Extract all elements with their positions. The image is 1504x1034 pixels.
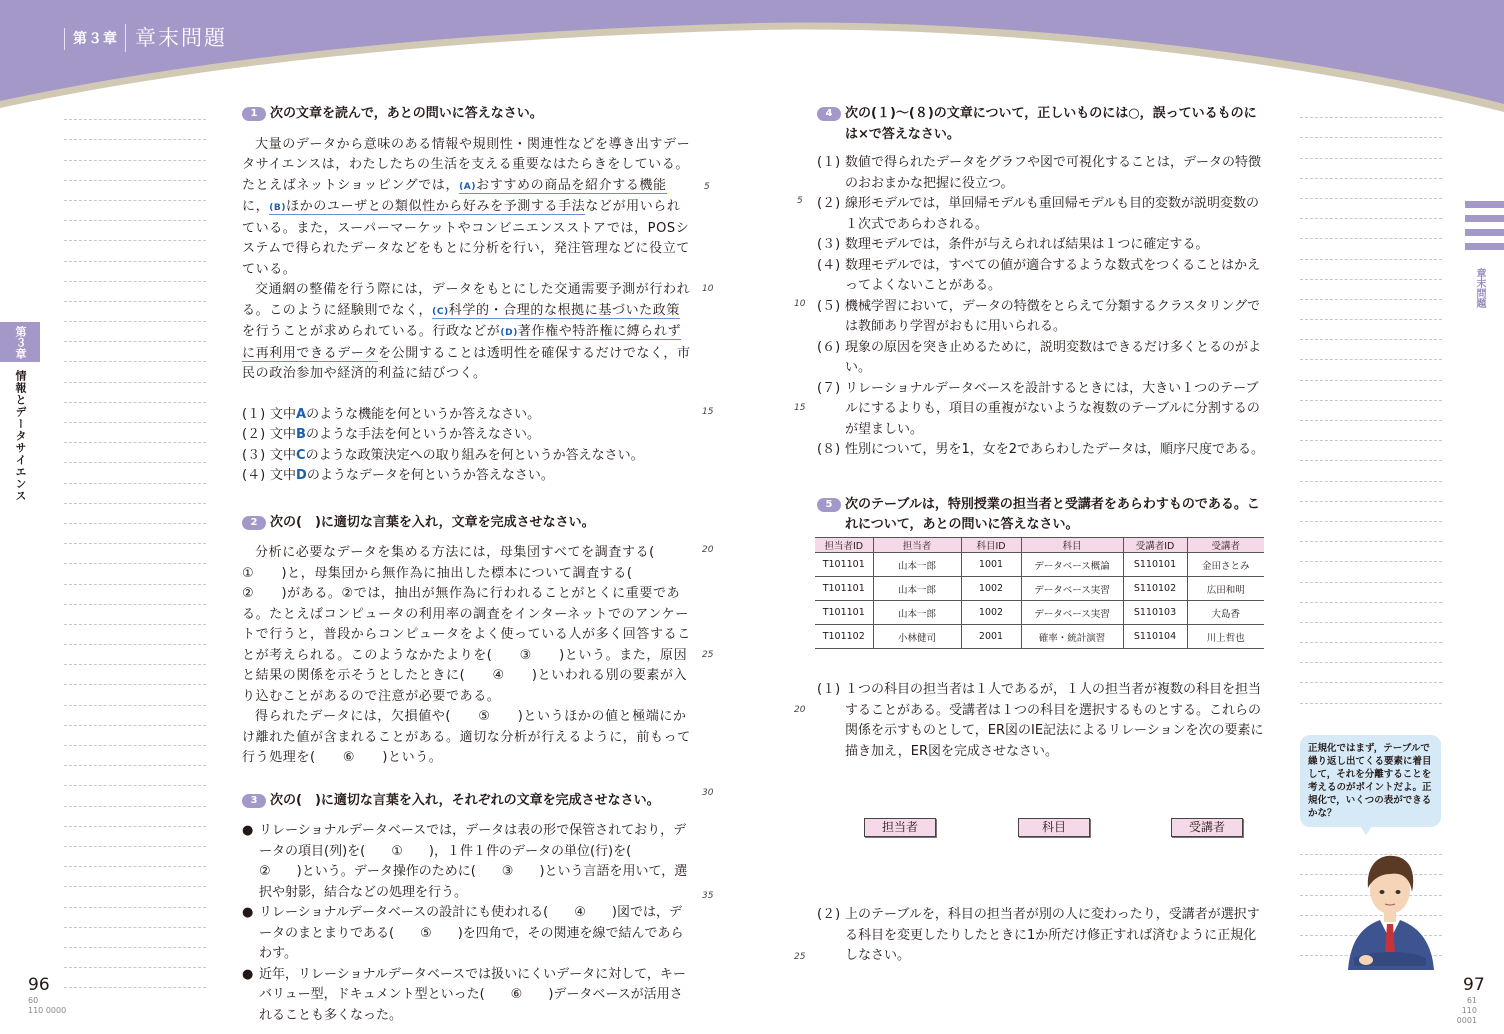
bullet-icon: ● [242,905,254,920]
line-number: 20 [794,705,806,715]
text: を公開することは透明性を確保するだけでなく，市民の政治参加や経済的利益に結びつく。 [242,345,691,381]
marker-b: (B) [269,203,287,213]
item-number: (２) [817,907,841,922]
page-code-left [28,996,66,1016]
text: おすすめの商品を紹介する機能 [476,177,667,193]
table-cell: データベース実習 [1021,601,1123,625]
q2-passage-p1: 分析に必要なデータを集める方法には，母集団すべてを調査する( ① )と，母集団から無作為に抽出した標本について調査する( ② )がある。②では，抽出が無作為に行われることがとくに重要である。たとえばコンピュータの利用率の調査をインターネットでのアンケートで行うと，普段からコンピュータをよく使っている人が多く回答することが考えられる。このようなかたよりを( ③ )という。また，原因と結果の関係を示そうとしたときに( ④ )といわれる別の要素が入り込むことがあるので注意が必要である。 [242,545,691,704]
question-badge: 4 [817,107,841,121]
table-cell: 山本一郎 [873,577,961,601]
bullet-icon: ● [242,966,254,982]
text: 性別について，男を1，女を2であらわしたデータは，順序尺度である。 [845,442,1265,457]
header-band [0,0,1504,115]
bullet-icon: ● [242,823,254,838]
text: 数理モデルでは，条件が与えられれば結果は１つに確定する。 [845,237,1209,252]
q4-item [817,379,1267,441]
item-number: (６) [817,339,841,355]
table-cell: 山本一郎 [873,553,961,577]
q3-bullet [242,965,692,1027]
line-number: 10 [702,284,714,294]
letter-ref: D [296,468,307,483]
text: 数理モデルでは，すべての値が適合するような数式をつくることはかえってよくないことがある。 [845,257,1261,293]
text: 文中 [270,406,297,422]
table-cell: T101101 [815,601,873,625]
question-badge: 1 [242,107,266,121]
table-cell: 1002 [961,601,1021,625]
q3-bullet [242,821,692,903]
marker-c: (C) [432,306,449,317]
table-cell: 山本一郎 [873,601,961,625]
text: に， [242,199,270,214]
line-number: 15 [702,407,714,417]
line-number: 30 [702,788,714,798]
table-cell: 1002 [961,577,1021,601]
item-number: (８) [817,442,841,457]
text: 文中 [270,427,297,442]
q4-item [817,440,1267,461]
item-number: (５) [817,298,841,314]
marker-d: (D) [500,328,518,338]
letter-ref: C [296,447,306,463]
text: を行うことが求められている。行政などが [242,324,501,339]
table-row [815,601,1264,625]
text: 機械学習において，データの特徴をとらえて分類するクラスタリングでは教師あり学習がおもに用いられる。 [845,298,1261,334]
text: 交通網の整備を行う際には，データをもとにした交通需要予測が行われる。このように経験則でなく， [242,282,691,318]
table-cell: T101101 [815,577,873,601]
q4-items [817,153,1267,461]
table-header-row [815,538,1264,553]
column-header: 受講者 [1187,538,1264,553]
table-cell: 広田和明 [1187,577,1264,601]
right-column [817,104,1267,536]
table-cell: 小林健司 [873,625,961,649]
q5-item [817,680,1267,762]
q1-passage-p2 [242,280,692,385]
text: などが用いられている。また，スーパーマーケットやコンビニエンスストアでは，POSシステムで得られたデータなどをもとに分析を行い，発注管理などに役立てている。 [242,199,690,277]
question-text: 次の( )に適切な言葉を入れ，文章を完成させなさい。 [270,514,595,530]
hint-speech-bubble: 正規化ではまず，テーブルで繰り返し出てくる要素に着目して，それを分離することを考えるのがポイントだよ。正規化で，いくつの表ができるかな？ [1300,735,1441,827]
speech-bubble-tail [1360,826,1372,835]
q1-items [242,405,692,487]
column-header: 科目ID [961,538,1021,553]
table-cell: 大島香 [1187,601,1264,625]
table-cell: 川上哲也 [1187,625,1264,649]
page-code-right [1444,996,1477,1026]
line-number: 35 [702,891,714,901]
text: 線形モデルでは，単回帰モデルも重回帰モデルも目的変数が説明変数の１次式であらわされる。 [845,196,1260,232]
table-cell: データベース概論 [1021,553,1123,577]
page-code-line: 110 0001 [1456,1006,1477,1025]
table-cell: T101101 [815,553,873,577]
column-header: 科目 [1021,538,1123,553]
text: 文中 [270,447,297,463]
page-number-right: 97 [1463,975,1485,995]
question-badge: 5 [817,498,841,512]
table-row [815,577,1264,601]
section-index-bars [1465,201,1504,257]
q1-item [242,466,692,487]
item-number: (３) [242,447,266,463]
item-number: (７) [817,380,841,396]
page-code-line: 61 [1466,996,1477,1005]
line-number: 15 [794,403,806,413]
text: のような機能を何というか答えなさい。 [306,406,541,422]
notes-left [64,100,206,988]
q2-passage-p2: 得られたデータには，欠損値や( ⑤ )というほかの値と極端にかけ離れた値が含まれることがある。適切な分析が行えるように，前もって行う処理を( ⑥ )という。 [242,709,691,765]
underline-b [269,199,585,215]
q5-item [817,905,1267,967]
item-number: (１) [817,682,841,697]
q1-passage-p1 [242,135,692,281]
q4-item [817,256,1267,297]
text: 数値で得られたデータをグラフや図で可視化することは，データの特徴のおおまかな把握に役立つ。 [845,155,1262,191]
question-5-heading [817,495,1267,536]
line-number: 10 [794,299,806,309]
item-number: (４) [242,468,266,483]
text: リレーショナルデータベースを設計するときには，大きい１つのテーブルにするよりも，項目の重複がないような複数のテーブルに分割するのが望ましい。 [845,380,1260,437]
table-cell: 金田さとみ [1187,553,1264,577]
notes-right [1300,98,1442,704]
column-header: 担当者ID [815,538,873,553]
item-number: (４) [817,257,841,273]
text: のような手法を何というか答えなさい。 [305,427,540,442]
question-4-heading [817,104,1267,145]
er-entity-student: 受講者 [1171,818,1243,837]
q3-bullet [242,903,692,965]
table-cell: 2001 [961,625,1021,649]
table-row [815,553,1264,577]
question-text: 次の(１)～(８)の文章について，正しいものには○，誤っているものには×で答えなさい。 [845,106,1257,142]
q1-item [242,425,692,446]
left-column [242,104,692,1026]
text: 科学的・合理的な根拠に基づいた政策 [448,302,680,318]
er-entity-subject: 科目 [1018,818,1090,837]
letter-ref: B [296,427,306,442]
q4-item [817,297,1267,338]
table-cell: T101102 [815,625,873,649]
line-number: 25 [702,650,714,660]
text: のようなデータを何というか答えなさい。 [306,468,554,483]
column-header: 担当者 [873,538,961,553]
underline-c [432,303,680,319]
question-badge: 2 [242,516,266,530]
item-number: (２) [242,427,266,442]
page-number-left: 96 [28,975,50,995]
column-header: 受講者ID [1123,538,1187,553]
q4-item [817,153,1267,194]
text: １つの科目の担当者は１人であるが，１人の担当者が複数の科目を担当することがある。受講者は１つの科目を選択するものとする。これらの関係を示すものとして，ER図のIE記法によるリレーションを次の要素に描き加え，ER図を完成させなさい。 [845,682,1264,759]
question-text: 次の( )に適切な言葉を入れ，それぞれの文章を完成させなさい。 [270,792,660,808]
chapter-label: 第３章 [64,28,118,50]
table-cell: S110101 [1123,553,1187,577]
text: 現象の原因を突き止めるために，説明変数はできるだけ多くとるのがよい。 [845,339,1262,375]
item-number: (１) [817,155,841,170]
text: 大量のデータから意味のある情報や規則性・関連性などを導き出すデータサイエンスは，わたしたちの生活を支える重要なはたらきをしている。たとえばネットショッピングでは， [242,136,691,193]
q5-item-1 [817,680,1267,762]
table-row [815,625,1264,649]
page-title: 章末問題 [125,24,227,52]
question-badge: 3 [242,794,266,808]
text: リレーショナルデータベースでは，データは表の形で保管されており，データの項目(列)を( ① )，１件１件のデータの単位(行)を( ② )という。データ操作のために( ③ )という言語を用いて，選択や射影，結合などの処理を行う。 [259,823,688,900]
question-2-heading [242,513,692,534]
question-3-heading [242,791,692,812]
question-text: 次の文章を読んで，あとの問いに答えなさい。 [270,106,543,121]
line-number: 5 [704,182,710,192]
q5-item-2 [817,905,1267,967]
text: 著作権や特許権に縛られずに再利用できるデータ [242,324,682,361]
chapter-side-title: 情報とデータサイエンス [14,370,27,502]
line-number: 5 [797,196,803,206]
q1-item [242,446,692,467]
item-number: (３) [817,237,841,252]
table-cell: S110104 [1123,625,1187,649]
teacher-character-icon [1340,836,1440,970]
marker-a: (A) [459,181,477,192]
question-1-heading [242,104,692,125]
text: 文中 [270,468,297,483]
er-entity-instructor: 担当者 [864,818,936,837]
text: リレーショナルデータベースの設計にも使われる( ④ )図では，データのまとまりである( ⑤ )を四角で，その関連を線で結んであらわす。 [259,905,684,961]
text: ほかのユーザとの類似性から好みを予測する手法 [286,199,586,214]
letter-ref: A [296,406,307,422]
item-number: (２) [817,196,841,211]
item-number: (１) [242,406,266,422]
section-side-title: 章末問題 [1474,268,1485,308]
text: 近年，リレーショナルデータベースでは扱いにくいデータに対して，キーバリュー型，ドキュメント型といった( ⑥ )データベースが活用されることも多くなった。 [259,966,686,1023]
underline-a [459,178,667,194]
page-code-line: 60 [28,996,39,1005]
table-cell: S110102 [1123,577,1187,601]
q4-item [817,338,1267,379]
table-cell: S110103 [1123,601,1187,625]
q4-item [817,194,1267,235]
line-number: 25 [794,952,806,962]
q5-table [815,537,1264,649]
q1-item [242,405,692,426]
table-cell: データベース実習 [1021,577,1123,601]
text: のような政策決定への取り組みを何というか答えなさい。 [305,447,644,463]
text: 上のテーブルを，科目の担当者が別の人に変わったり，受講者が選択する科目を変更したりしたときに1か所だけ修正すれば済むように正規化しなさい。 [845,907,1260,963]
page-code-line: 110 0000 [28,1006,67,1015]
line-number: 20 [702,545,714,555]
table-cell: 確率・統計演習 [1021,625,1123,649]
q3-bullets [242,821,692,1026]
table-cell: 1001 [961,553,1021,577]
question-text: 次のテーブルは，特別授業の担当者と受講者をあらわすものである。これについて，あとの問いに答えなさい。 [845,496,1260,532]
q4-item [817,235,1267,256]
chapter-side-tab: 第３章 [0,322,40,362]
